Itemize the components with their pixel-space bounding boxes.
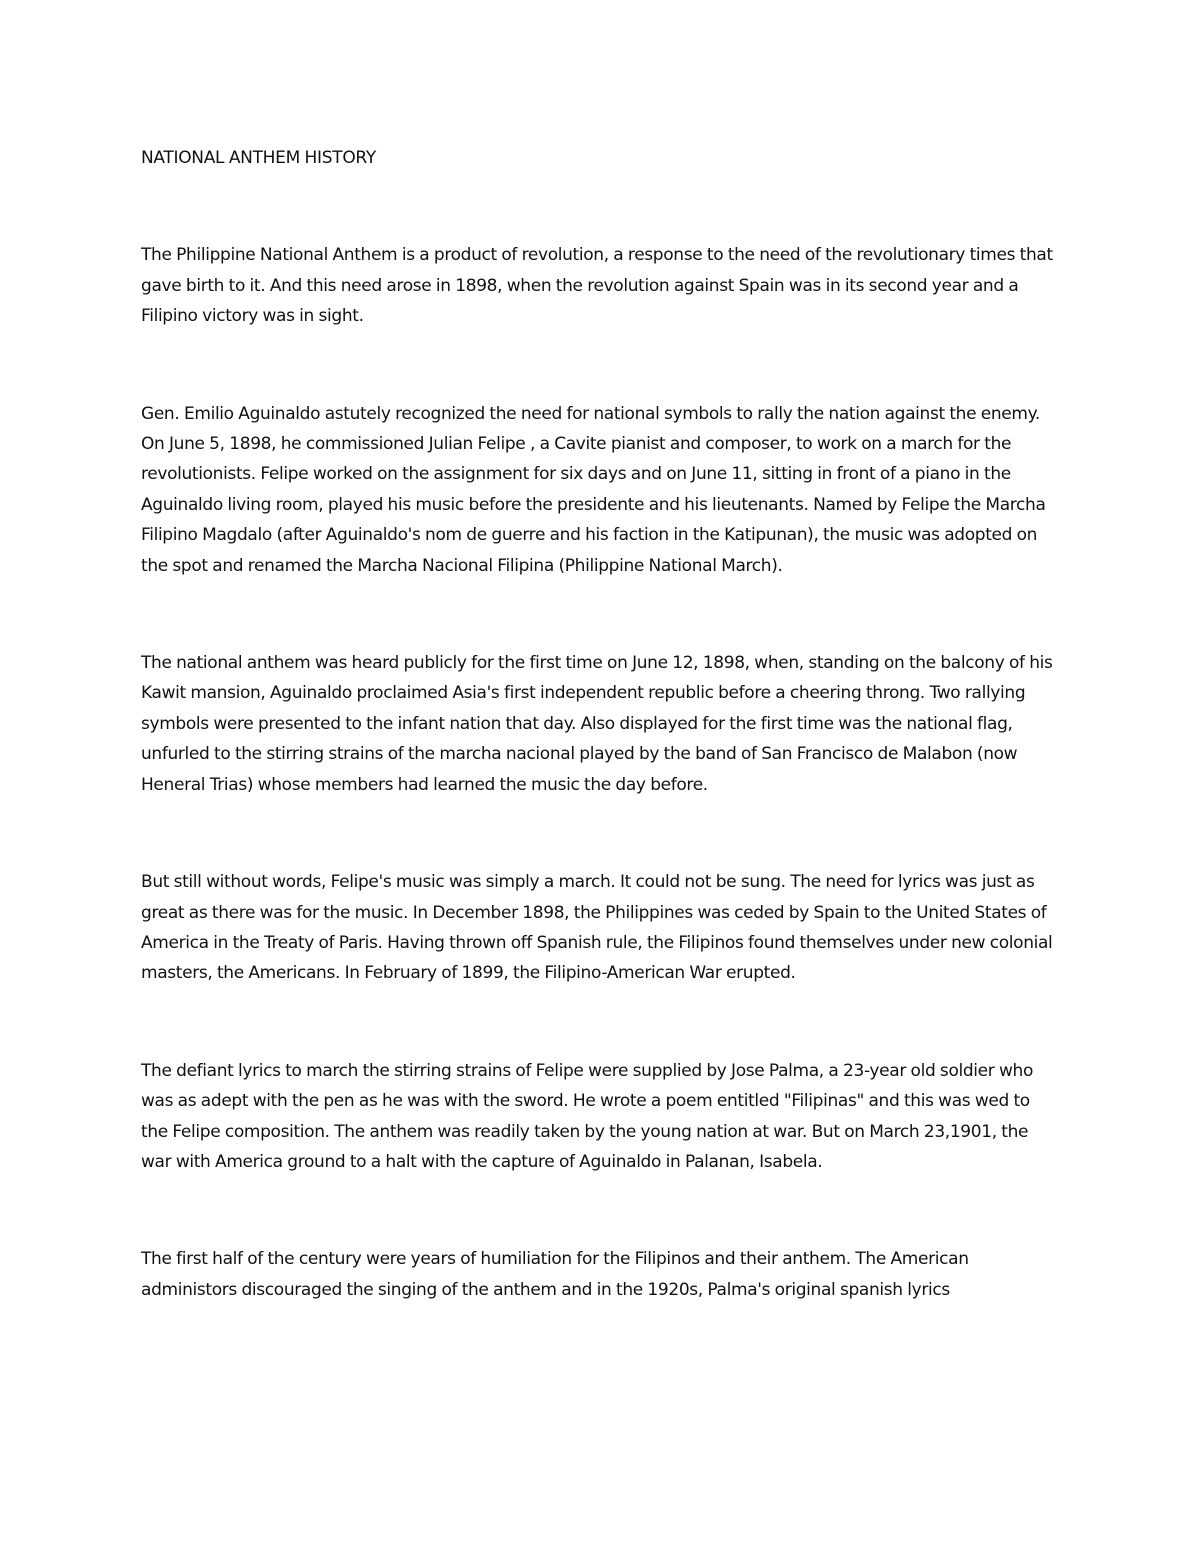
document-body <box>141 143 1061 1305</box>
document-title: NATIONAL ANTHEM HISTORY <box>141 148 376 168</box>
paragraph-4: But still without words, Felipe's music was simply a march. It could not be sung. The need for lyrics was just as great as there was for the music. In December 1898, the Philippines was ceded by Spain to the United States of America in the Treaty of Paris. Having thrown off Spanish rule, the Filipinos found themselves under new colonial masters, the Americans. In February of 1899, the Filipino-American War erupted. <box>141 872 1053 984</box>
paragraph-1: The Philippine National Anthem is a product of revolution, a response to the need of the revolutionary times that gave birth to it. And this need arose in 1898, when the revolution against Spain was in its second year and a Filipino victory was in sight. <box>141 245 1053 327</box>
paragraph-3: The national anthem was heard publicly for the first time on June 12, 1898, when, standing on the balcony of his Kawit mansion, Aguinaldo proclaimed Asia's first independent republic before a cheering throng. Two rallying symbols were presented to the infant nation that day. Also displayed for the first time was the national flag, unfurled to the stirring strains of the marcha nacional played by the band of San Francisco de Malabon (now Heneral Trias) whose members had learned the music the day before. <box>141 653 1053 795</box>
paragraph-5: The defiant lyrics to march the stirring strains of Felipe were supplied by Jose Palma, a 23-year old soldier who was as adept with the pen as he was with the sword. He wrote a poem entitled "Filipinas" and this was wed to the Felipe composition. The anthem was readily taken by the young nation at war. But on March 23,1901, the war with America ground to a halt with the capture of Aguinaldo in Palanan, Isabela. <box>141 1060 1034 1172</box>
paragraph-2: Gen. Emilio Aguinaldo astutely recognized the need for national symbols to rally the nation against the enemy. On June 5, 1898, he commissioned Julian Felipe , a Cavite pianist and composer, to work on a march for the revolutionists. Felipe worked on the assignment for six days and on June 11, sitting in front of a piano in the Aguinaldo living room, played his music before the presidente and his lieutenants. Named by Felipe the Marcha Filipino Magdalo (after Aguinaldo's nom de guerre and his faction in the Katipunan), the music was adopted on the spot and renamed the Marcha Nacional Filipina (Philippine National March). <box>141 403 1046 576</box>
paragraph-6: The first half of the century were years of humiliation for the Filipinos and their anthem. The American administors discouraged the singing of the anthem and in the 1920s, Palma's original spanish lyrics <box>141 1249 969 1300</box>
